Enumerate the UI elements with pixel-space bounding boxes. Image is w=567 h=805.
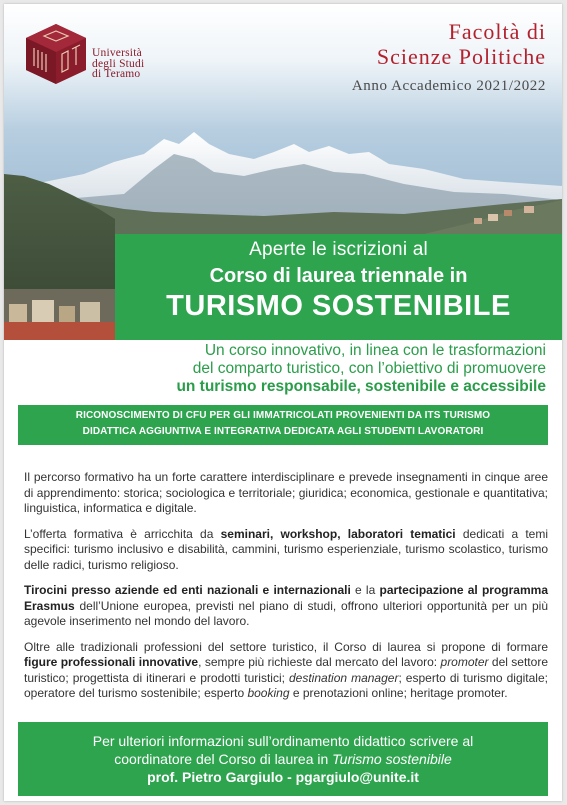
subtitle-line1: Un corso innovativo, in linea con le trasformazioni — [204, 342, 546, 359]
p4-text-g: ; esperto di turismo digitale; operatore del turismo sostenibile; esperto — [24, 670, 548, 700]
footer-course-name: Turismo sostenibile — [332, 751, 452, 767]
p2-text-end: dedicati a temi specifici: turismo inclusivo e disabilità, cammini, turismo esperienziale, turismo scolastico, turismo delle radici, turismo religioso. — [24, 526, 549, 572]
faculty-header — [352, 20, 546, 98]
paragraph-1: Il percorso formativo ha un forte carattere interdisciplinare e prevede insegnamenti in cinque aree di apprendimento: storica; sociologica e territoriale; giuridica; economica, gestionale e quantitativa; linguistica, informatica e digitale. — [24, 470, 548, 515]
p4-italic-d: promoter — [440, 655, 489, 669]
course-subtitle — [106, 342, 546, 396]
university-name — [92, 48, 182, 80]
info-strip — [18, 405, 548, 445]
contact-footer — [18, 722, 548, 796]
p4-italic-f: destination manager — [289, 670, 399, 685]
university-name-line2: degli Studi — [92, 57, 145, 70]
p4-text-a: Oltre alle tradizionali professioni del settore turistico, il Corso di laurea si propone di formare — [24, 639, 548, 654]
body-text — [24, 470, 548, 712]
academic-year: Anno Accademico 2021/2022 — [351, 78, 546, 94]
poster-page — [4, 4, 562, 801]
university-logo — [24, 22, 88, 86]
p4-bold: figure professionali innovative — [24, 655, 199, 669]
footer-contact[interactable] — [18, 768, 548, 786]
p3-bold-2: partecipazione al programma Erasmus — [24, 583, 548, 613]
p2-text: L’offerta formativa è arricchita da — [24, 526, 221, 541]
footer-line1: Per ulteriori informazioni sull’ordinamento didattico scrivere al — [92, 733, 474, 749]
footer-line2 — [18, 750, 548, 768]
paragraph-3 — [24, 583, 548, 630]
contact-email-link[interactable]: prof. Pietro Gargiulo - pgargiulo@unite.it — [147, 769, 419, 785]
strip-line2: DIDATTICA AGGIUNTIVA E INTEGRATIVA DEDICATA AGLI STUDENTI LAVORATORI — [82, 426, 484, 437]
faculty-line2: Scienze Politiche — [376, 44, 546, 69]
footer-line2-text: coordinatore del Corso di laurea in — [114, 751, 333, 767]
p3-text-end: dell’Unione europea, previsti nel piano di studi, offrono ulteriori opportunità per un più agevole inserimento nel mondo del lavoro. — [24, 598, 548, 628]
faculty-line1: Facoltà di — [448, 19, 546, 44]
p4-italic-h: booking — [247, 686, 290, 700]
p2-bold: seminari, workshop, laboratori tematici — [220, 526, 456, 541]
p4-text-i: e prenotazioni online; heritage promoter. — [289, 686, 508, 700]
p4-text-c: , sempre più richieste dal mercato del lavoro: — [198, 655, 441, 669]
paragraph-2 — [24, 527, 548, 574]
banner-line2: Corso di laurea triennale in — [209, 265, 468, 287]
course-title: TURISMO SOSTENIBILE — [166, 290, 511, 322]
university-name-line1: Università — [92, 47, 142, 59]
banner-line1: Aperte le iscrizioni al — [249, 239, 428, 260]
course-banner — [115, 234, 562, 340]
p3-text: e la — [350, 583, 380, 597]
p4-text-e: del settore turistico; progettista di itinerari e prodotti turistici; — [24, 655, 548, 685]
university-name-line3: di Teramo — [92, 68, 141, 80]
subtitle-line2: del comparto turistico, con l’obiettivo di promuovere — [192, 360, 546, 377]
paragraph-4 — [24, 640, 548, 702]
subtitle-line3: un turismo responsabile, sostenibile e accessibile — [176, 378, 546, 395]
strip-line1: RICONOSCIMENTO DI CFU PER GLI IMMATRICOLATI PROVENIENTI DA ITS TURISMO — [75, 410, 491, 421]
p3-bold-1: Tirocini presso aziende ed enti nazionali e internazionali — [24, 583, 351, 597]
